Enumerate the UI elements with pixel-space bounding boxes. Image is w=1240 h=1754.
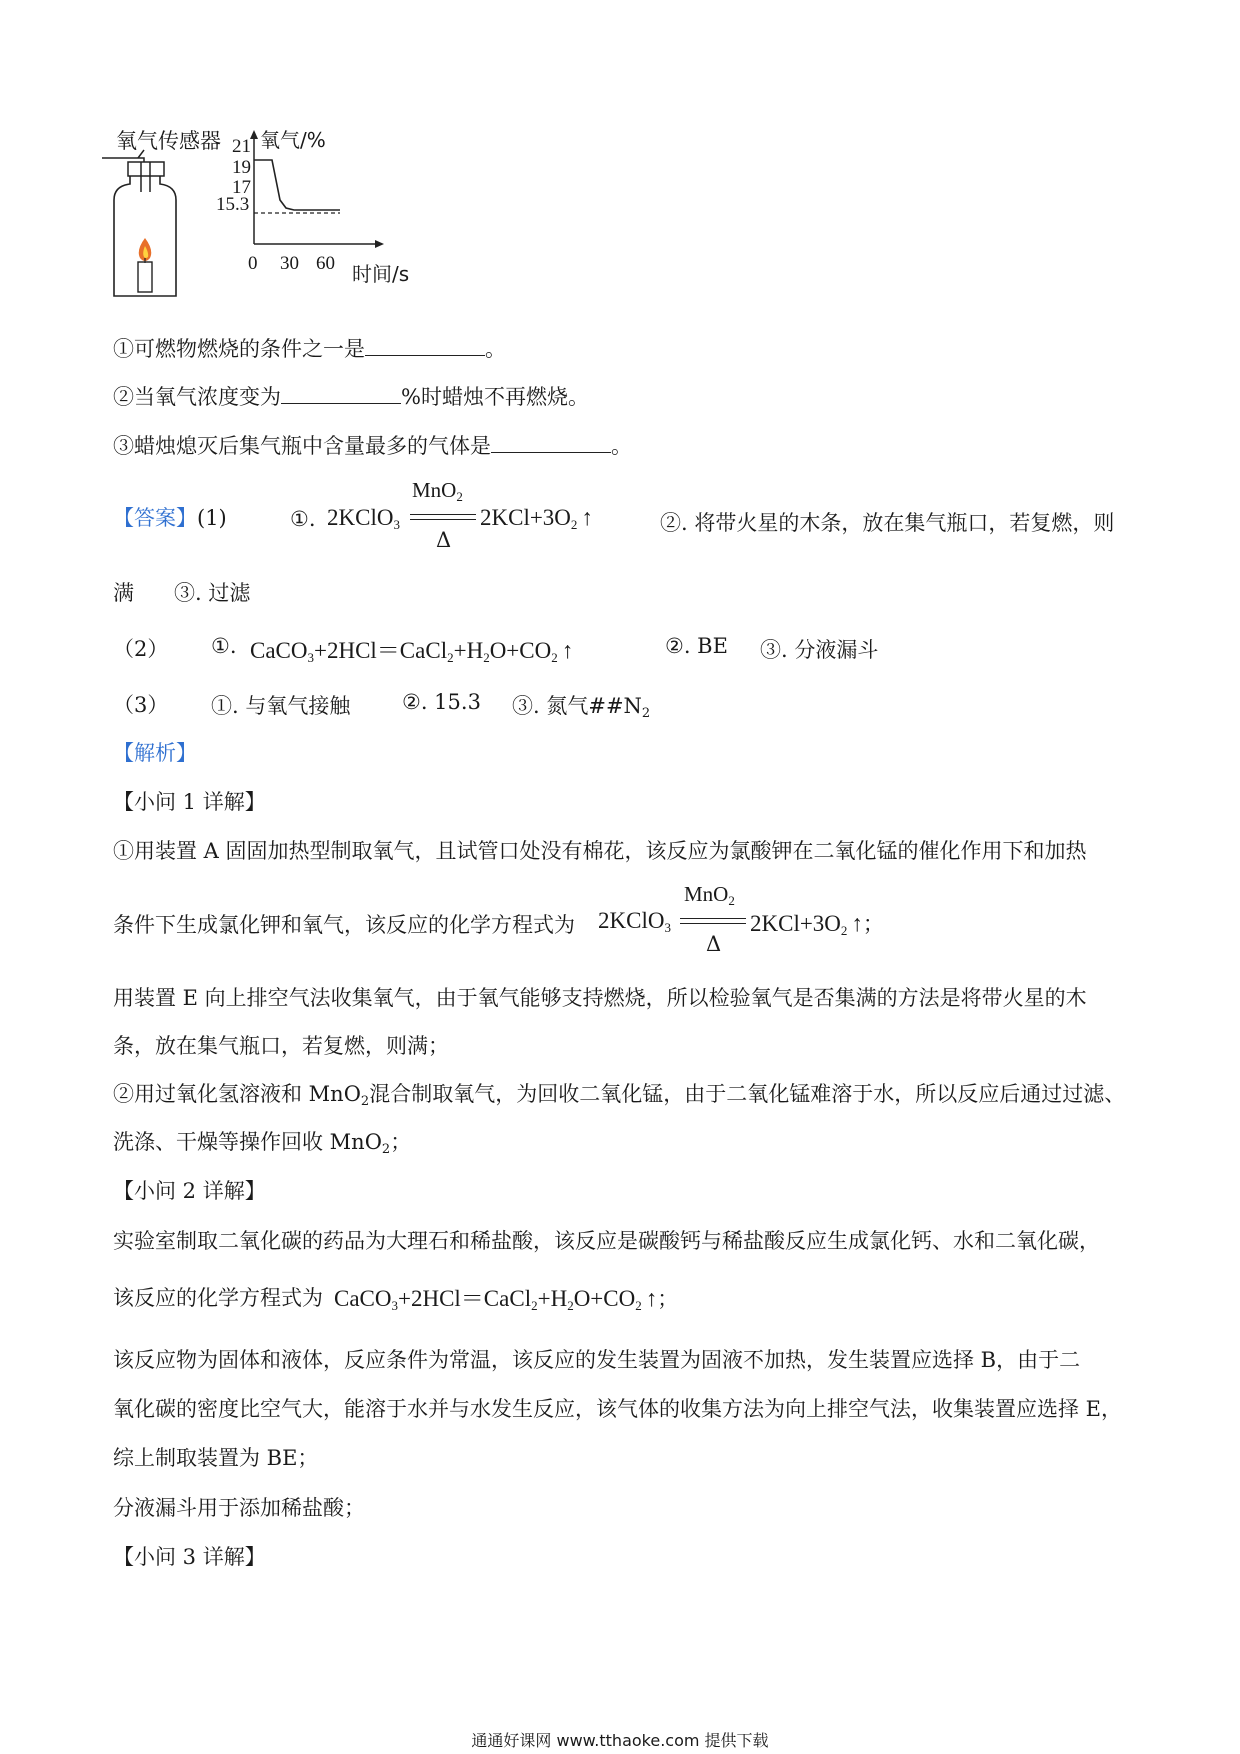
s1-equation-kcl-o2: $2KCl+3O_2$ ↑； <box>750 911 884 938</box>
equation-kcl-o2: $2KCl+3O_2$ ↑ <box>480 505 593 532</box>
heat-symbol: Δ <box>436 528 452 552</box>
equation-caco3: $CaCO_3+2HCl=CaCl_2+H_2O+CO_2$ ↑ <box>250 638 574 665</box>
sensor-label: 氧气传感器 <box>116 129 221 153</box>
y-tick-15-3: 15.3 <box>216 194 250 215</box>
figure <box>100 120 480 300</box>
page-footer: 通通好课网 www.tthaoke.com 提供下载 <box>471 1731 769 1750</box>
answer-part-1: 【答案】(1) <box>113 506 227 530</box>
y-axis-arrow <box>250 130 258 139</box>
oxygen-curve <box>254 160 340 210</box>
section-2-title: 【小问 2 详解】 <box>113 1179 266 1203</box>
answer-3-item1: ①. 与氧气接触 <box>211 694 351 718</box>
analysis-tag: 【解析】 <box>113 741 197 765</box>
s1-equation-condition: MnO$_2$ Δ <box>680 882 748 962</box>
y-tick-19: 19 <box>232 157 251 178</box>
sensor-wire-2 <box>138 150 144 158</box>
catalyst-label: MnO <box>412 478 457 502</box>
s1-line-5: ②用过氧化氢溶液和 MnO$_2$混合制取氧气，为回收二氧化锰，由于二氧化锰难溶于水，所以反应后通过过滤、 <box>113 1082 1126 1109</box>
candle <box>138 262 152 292</box>
chart-x-label: 时间/s <box>352 262 410 286</box>
bottle-stopper <box>128 162 164 176</box>
s2-line-3: 该反应物为固体和液体，反应条件为常温，该反应的发生装置为固液不加热，发生装置应选择 B，由于二 <box>113 1348 1081 1372</box>
answer-part-2: （2） <box>113 637 169 661</box>
s2-line-4: 氧化碳的密度比空气大，能溶于水并与水发生反应，该气体的收集方法为向上排空气法，收集装置应选择 E， <box>113 1397 1123 1421</box>
question-2: ②当氧气浓度变为 %时蜡烛不再燃烧。 <box>113 381 589 412</box>
equation-kclo3: 2KClO$_3$ <box>327 505 400 532</box>
s1-line-4: 条，放在集气瓶口，若复燃，则满； <box>113 1034 449 1058</box>
question-3: ③蜡烛熄灭后集气瓶中含量最多的气体是 。 <box>113 430 632 461</box>
s1-line-1: ①用装置 A 固固加热型制取氧气，且试管口处没有棉花，该反应为氯酸钾在二氧化锰的催化作用下和加热 <box>113 839 1087 863</box>
answer-3-item2: ②. 15.3 <box>402 690 481 714</box>
s2-line-6: 分液漏斗用于添加稀盐酸； <box>113 1496 365 1520</box>
answer-blank-2 <box>281 381 401 404</box>
answer-1-item2: ②. 将带火星的木条，放在集气瓶口，若复燃，则 <box>660 511 1115 535</box>
answer-2-item3: ③. 分液漏斗 <box>760 638 879 662</box>
s2-line-2: 该反应的化学方程式为 <box>113 1286 323 1310</box>
answer-tag: 【答案】 <box>113 506 197 530</box>
y-tick-17: 17 <box>232 177 251 198</box>
chart-y-label: 氧气/% <box>260 128 326 152</box>
x-tick-30: 30 <box>280 253 299 274</box>
answer-blank-3 <box>491 430 611 453</box>
x-tick-0: 0 <box>248 253 258 274</box>
y-tick-21: 21 <box>232 136 251 157</box>
answer-2-item2: ②. BE <box>665 634 728 658</box>
equation-1-condition: MnO$_2$ Δ <box>410 478 478 558</box>
answer-1-item1: ①. <box>290 507 316 531</box>
question-1: ①可燃物燃烧的条件之一是 。 <box>113 333 506 364</box>
s2-line-5: 综上制取装置为 BE； <box>113 1446 319 1470</box>
s1-line-6: 洗涤、干燥等操作回收 MnO$_2$； <box>113 1130 412 1157</box>
s2-equation: $CaCO_3+2HCl=CaCl_2+H_2O+CO_2$ ↑； <box>334 1286 679 1313</box>
section-1-title: 【小问 1 详解】 <box>113 790 266 814</box>
section-3-title: 【小问 3 详解】 <box>113 1545 266 1569</box>
x-axis-arrow <box>375 240 384 248</box>
x-tick-60: 60 <box>316 253 335 274</box>
s2-line-1: 实验室制取二氧化碳的药品为大理石和稀盐酸，该反应是碳酸钙与稀盐酸反应生成氯化钙、水和二氧化碳， <box>113 1229 1100 1253</box>
answer-blank-1 <box>365 333 485 356</box>
answer-3-item3: ③. 氮气$\#\#N_2$ <box>512 694 651 721</box>
answer-2-item1: ①. <box>211 634 237 658</box>
s1-equation-kclo3: 2KClO$_3$ <box>598 908 671 935</box>
s1-line-3: 用装置 E 向上排空气法收集氧气，由于氧气能够支持燃烧，所以检验氧气是否集满的方法是将带火星的木 <box>113 986 1087 1010</box>
answer-part-3: （3） <box>113 693 169 717</box>
s1-line-2: 条件下生成氯化钾和氧气，该反应的化学方程式为 <box>113 913 575 937</box>
answer-1-continued: 满 ③. 过滤 <box>113 581 251 605</box>
